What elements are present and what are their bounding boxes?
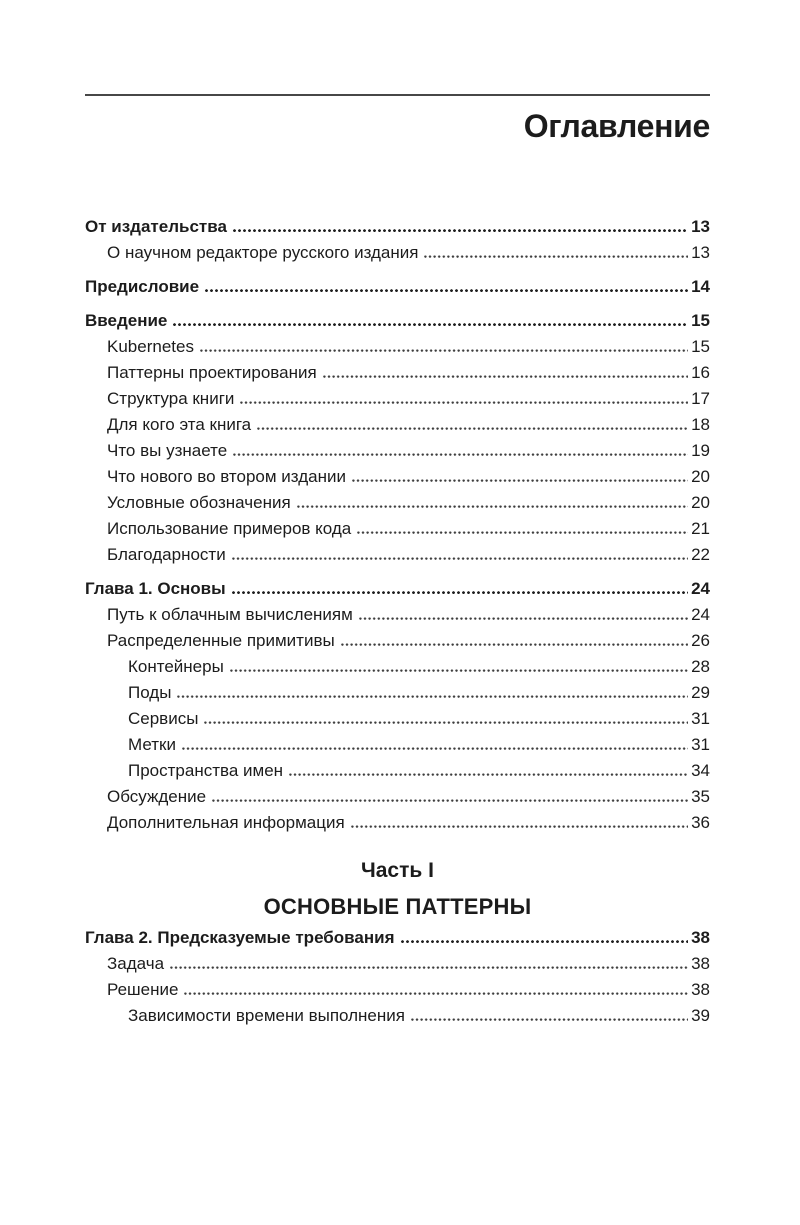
toc-entry-page: 16: [691, 363, 710, 382]
toc-entry-page: 26: [691, 631, 710, 650]
toc-entry-page: 38: [691, 928, 710, 947]
toc-entry-label: Метки: [128, 735, 176, 754]
toc-entry-label: Структура книги: [107, 389, 235, 408]
toc-entry: [85, 389, 710, 415]
dot-leader: [212, 797, 688, 802]
toc-entry: [85, 813, 710, 839]
dot-leader: [233, 227, 688, 232]
toc-entry: [85, 735, 710, 761]
dot-leader: [411, 1016, 688, 1021]
toc-entry-page: 20: [691, 493, 710, 512]
toc-entry-label: О научном редакторе русского издания: [107, 243, 419, 262]
dot-leader: [233, 451, 688, 456]
toc-entry-label: От издательства: [85, 217, 227, 236]
toc-entry-page: 24: [691, 579, 710, 598]
toc-entry-page: 28: [691, 657, 710, 676]
toc-entry-page: 31: [691, 709, 710, 728]
toc-entry: [85, 217, 710, 243]
toc-entry-page: 13: [691, 243, 710, 262]
toc-entry: [85, 519, 710, 545]
toc-entry: [85, 579, 710, 605]
toc-entry-label: Глава 1. Основы: [85, 579, 226, 598]
toc-entry-page: 15: [691, 337, 710, 356]
dot-leader: [359, 615, 688, 620]
toc-entry: [85, 277, 710, 303]
toc-entry-label: Что нового во втором издании: [107, 467, 346, 486]
toc-entry-label: Распределенные примитивы: [107, 631, 335, 650]
part-heading: [85, 859, 710, 920]
toc-entry-page: 34: [691, 761, 710, 780]
toc-entry-label: Для кого эта книга: [107, 415, 252, 434]
toc-entry-page: 35: [691, 787, 710, 806]
toc-entry: [85, 787, 710, 813]
toc-list: [85, 217, 710, 1032]
dot-leader: [205, 287, 688, 292]
toc-entry-page: 14: [691, 277, 710, 296]
dot-leader: [184, 990, 688, 995]
toc-entry: [85, 631, 710, 657]
toc-entry-page: 17: [691, 389, 710, 408]
toc-entry: [85, 311, 710, 337]
toc-entry-label: Что вы узнаете: [107, 441, 228, 460]
dot-leader: [257, 425, 688, 430]
dot-leader: [424, 253, 688, 258]
part-number: Часть I: [361, 859, 434, 882]
toc-entry-page: 38: [691, 954, 710, 973]
toc-entry: [85, 493, 710, 519]
toc-entry-label: Условные обозначения: [107, 493, 291, 512]
dot-leader: [357, 529, 688, 534]
toc-entry: [85, 363, 710, 389]
toc-entry-label: Обсуждение: [107, 787, 207, 806]
dot-leader: [297, 503, 688, 508]
dot-leader: [240, 399, 688, 404]
toc-entry-page: 38: [691, 980, 710, 999]
toc-entry-label: Решение: [107, 980, 179, 999]
dot-leader: [401, 938, 689, 943]
toc-entry-page: 19: [691, 441, 710, 460]
dot-leader: [323, 373, 688, 378]
toc-entry-label: Пространства имен: [128, 761, 284, 780]
toc-entry: [85, 709, 710, 735]
book-page: [0, 94, 800, 1225]
toc-entry: [85, 441, 710, 467]
toc-entry-page: 39: [691, 1006, 710, 1025]
toc-entry: [85, 761, 710, 787]
dot-leader: [351, 823, 688, 828]
header-rule: [85, 94, 710, 96]
toc-entry-page: 36: [691, 813, 710, 832]
toc-entry-page: 20: [691, 467, 710, 486]
toc-entry-label: Введение: [85, 311, 168, 330]
toc-entry-page: 15: [691, 311, 710, 330]
toc-entry-page: 31: [691, 735, 710, 754]
toc-entry-label: Поды: [128, 683, 172, 702]
toc-entry: [85, 980, 710, 1006]
toc-entry-label: Сервисы: [128, 709, 199, 728]
toc-entry-label: Зависимости времени выполнения: [128, 1006, 405, 1025]
toc-entry-label: Паттерны проектирования: [107, 363, 317, 382]
page-title: Оглавление: [523, 108, 710, 144]
dot-leader: [232, 589, 688, 594]
toc-entry-label: Задача: [107, 954, 165, 973]
dot-leader: [232, 555, 688, 560]
toc-entry: [85, 954, 710, 980]
toc-entry-page: 24: [691, 605, 710, 624]
toc-entry-label: Благодарности: [107, 545, 226, 564]
dot-leader: [289, 771, 688, 776]
dot-leader: [341, 641, 688, 646]
toc-entry-label: Использование примеров кода: [107, 519, 352, 538]
dot-leader: [204, 719, 688, 724]
toc-entry-page: 21: [691, 519, 710, 538]
part-title: ОСНОВНЫЕ ПАТТЕРНЫ: [263, 894, 532, 919]
toc-entry: [85, 467, 710, 493]
toc-entry: [85, 1006, 710, 1032]
toc-entry-label: Глава 2. Предсказуемые требования: [85, 928, 395, 947]
dot-leader: [200, 347, 688, 352]
toc-entry-page: 29: [691, 683, 710, 702]
toc-entry-page: 18: [691, 415, 710, 434]
dot-leader: [177, 693, 688, 698]
dot-leader: [352, 477, 688, 482]
toc-entry-page: 13: [691, 217, 710, 236]
toc-entry-label: Дополнительная информация: [107, 813, 345, 832]
toc-entry: [85, 243, 710, 269]
toc-entry: [85, 337, 710, 363]
dot-leader: [170, 964, 688, 969]
toc-entry: [85, 657, 710, 683]
toc-entry: [85, 415, 710, 441]
dot-leader: [173, 321, 688, 326]
dot-leader: [182, 745, 688, 750]
toc-entry-label: Контейнеры: [128, 657, 224, 676]
toc-entry: [85, 605, 710, 631]
toc-entry: [85, 928, 710, 954]
toc-entry-page: 22: [691, 545, 710, 564]
toc-entry-label: Путь к облачным вычислениям: [107, 605, 353, 624]
toc-entry: [85, 683, 710, 709]
dot-leader: [230, 667, 688, 672]
toc-entry: [85, 545, 710, 571]
toc-entry-label: Предисловие: [85, 277, 200, 296]
toc-entry-label: Kubernetes: [107, 337, 194, 356]
